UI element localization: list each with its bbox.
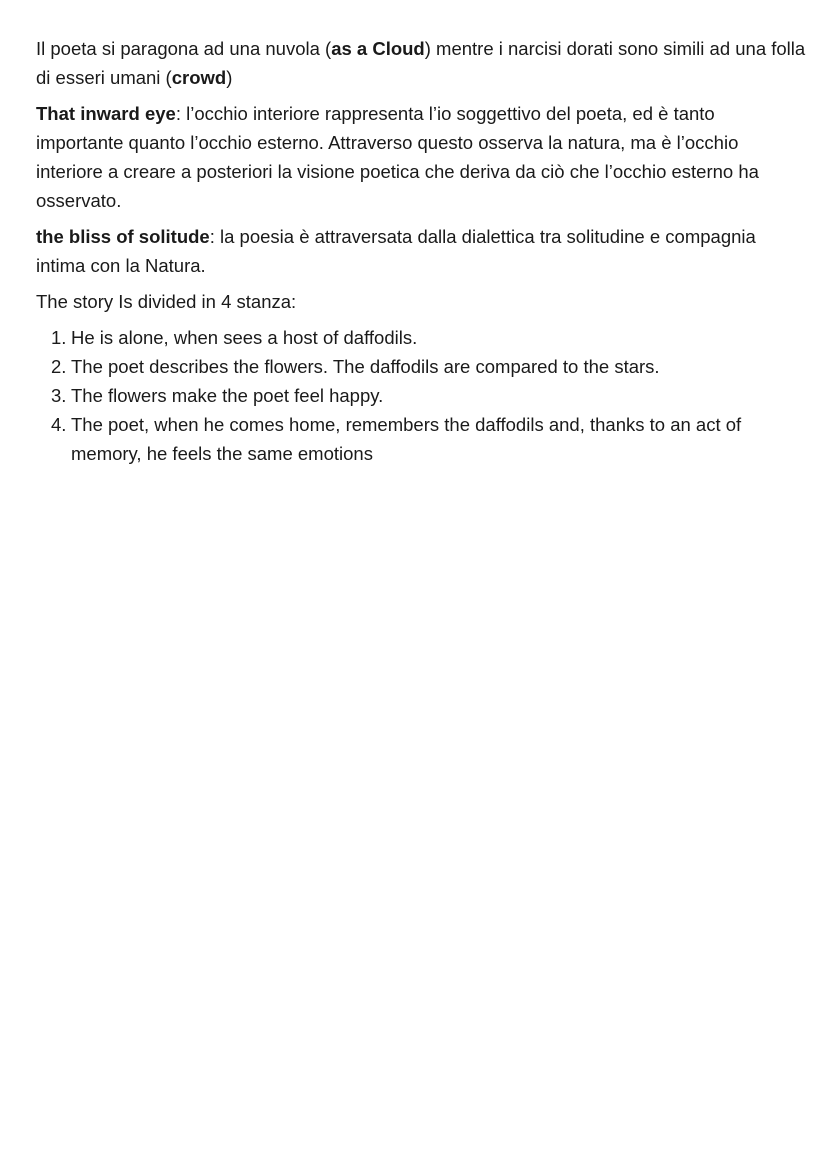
list-item-text: The flowers make the poet feel happy. bbox=[71, 385, 384, 406]
list-item bbox=[36, 352, 806, 381]
text-segment: ) bbox=[226, 67, 233, 88]
list-number: 3. bbox=[51, 385, 67, 406]
text-segment: Il poeta si paragona ad una nuvola ( bbox=[36, 38, 332, 59]
list-number: 1. bbox=[51, 327, 67, 348]
text-segment: : la poesia è attraversata dalla dialettica tra solitudine e compagnia intima con la Natura. bbox=[36, 226, 756, 276]
bold-term-inward-eye: That inward eye bbox=[36, 103, 176, 124]
list-number: 2. bbox=[51, 356, 67, 377]
list-item-text: The poet describes the flowers. The daffodils are compared to the stars. bbox=[71, 356, 660, 377]
paragraph-story-intro bbox=[36, 287, 806, 316]
document-page bbox=[36, 34, 806, 468]
bold-term-crowd: crowd bbox=[171, 67, 227, 88]
stanza-list bbox=[36, 323, 806, 468]
list-item bbox=[36, 410, 806, 468]
list-item-text: The poet, when he comes home, remembers the daffodils and, thanks to an act of memory, he feels the same emotions bbox=[71, 414, 742, 464]
list-number: 4. bbox=[51, 414, 67, 435]
bold-term-bliss-of-solitude: the bliss of solitude bbox=[36, 226, 210, 247]
bold-term-as-a-cloud: as a Cloud bbox=[331, 38, 425, 59]
text-segment: : l’occhio interiore rappresenta l’io soggettivo del poeta, ed è tanto importante quanto l’occhio esterno. Attraverso questo osserva la natura, ma è l’occhio interiore a creare a posteriori la visione poetica che deriva da ciò che l’occhio esterno ha osservato. bbox=[36, 103, 759, 211]
list-item-text: He is alone, when sees a host of daffodils. bbox=[71, 327, 418, 348]
paragraph-inward-eye bbox=[36, 99, 806, 215]
paragraph-bliss-of-solitude bbox=[36, 222, 806, 280]
paragraph-cloud-comparison bbox=[36, 34, 806, 92]
list-item bbox=[36, 381, 806, 410]
list-item bbox=[36, 323, 806, 352]
text-segment: The story Is divided in 4 stanza: bbox=[36, 291, 297, 312]
text-segment: ) mentre i narcisi dorati sono simili ad una folla di esseri umani ( bbox=[36, 38, 806, 88]
